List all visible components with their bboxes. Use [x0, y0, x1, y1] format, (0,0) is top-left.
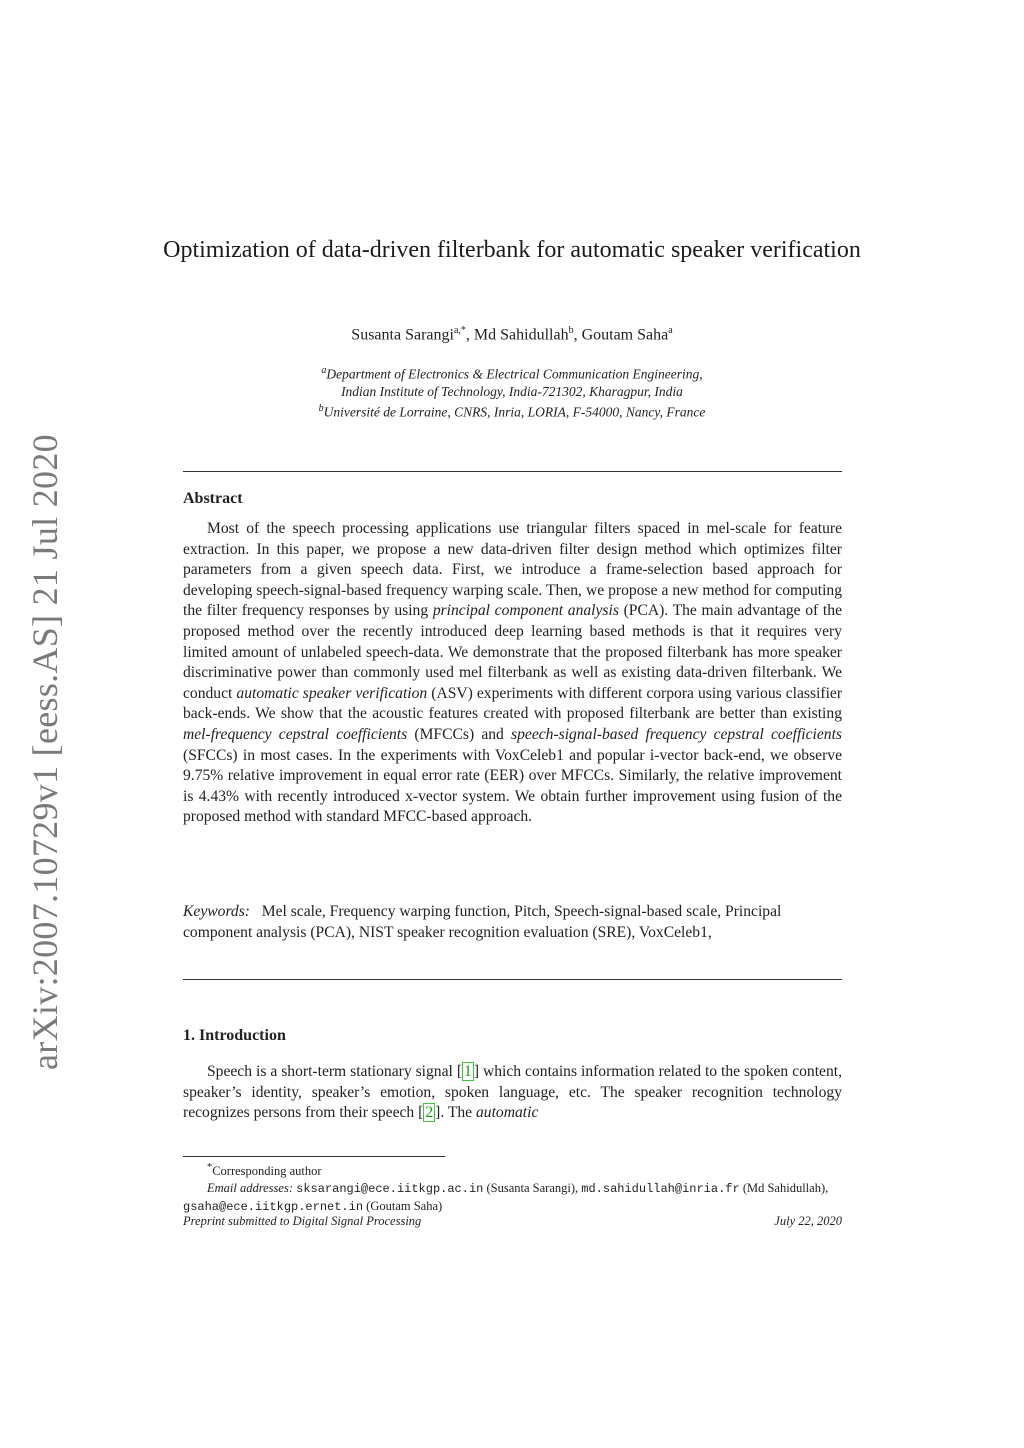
abstract-text: (MFCCs) and [407, 725, 512, 743]
abstract-term: speech-signal-based frequency cepstral coefficients [511, 725, 842, 743]
intro-text: Speech is a short-term stationary signal [207, 1063, 457, 1080]
keywords-text: Mel scale, Frequency warping function, Pitch, Speech-signal-based scale, Principal component analysis (PCA), NIST speaker recognition evaluation (SRE), VoxCeleb1, [183, 903, 782, 941]
abstract-text: (ASV) experiments with different corpora using various classifier back-ends. We show that the acoustic features created with proposed filterbank are better than existing [183, 684, 843, 723]
footnote-text: (Md Sahidullah), [739, 1180, 829, 1195]
footnote-rule [183, 1156, 445, 1157]
email-address[interactable]: md.sahidullah@inria.fr [581, 1181, 740, 1196]
abstract-bottom-rule [183, 979, 842, 980]
author-name: Goutam Saha [581, 326, 669, 344]
footnote [183, 1160, 842, 1216]
footnote-text: (Susanta Sarangi), [483, 1180, 582, 1195]
citation-link[interactable]: 1 [464, 1063, 472, 1080]
paper-title: Optimization of data-driven filterbank for automatic speaker verification [163, 237, 861, 263]
preprint-date: July 22, 2020 [774, 1214, 842, 1228]
author-name: Susanta Sarangi [351, 326, 454, 344]
section-heading: 1. Introduction [183, 1027, 286, 1044]
footnote-text: (Goutam Saha) [363, 1198, 443, 1213]
affiliations [150, 362, 874, 420]
email-label: Email addresses: [207, 1180, 293, 1195]
footnote-text: Corresponding author [212, 1164, 322, 1179]
footnote-mark: * [207, 1162, 213, 1173]
abstract-heading: Abstract [183, 490, 243, 507]
abstract-top-rule [183, 471, 842, 472]
abstract-term: mel-frequency cepstral coefficients [183, 725, 408, 743]
author-mark: a [668, 325, 673, 336]
abstract-text: (PCA). The main advantage of the proposed method over the recently introduced deep learning based methods is that it requires very limited amount of unlabeled speech-data. We demonstrate that the proposed filterbank has more speaker discriminative power than commonly used mel filterbank as well as existing data-driven filterbank. We conduct [183, 602, 842, 702]
abstract-text: Most of the speech processing applications use triangular filters spaced in mel-scale for feature extraction. In this paper, we propose a new data-driven filter design method which optimizes filter parameters from a given speech data. First, we introduce a frame-selection based approach for developing speech-signal-based frequency warping scale. Then, we propose a new method for computing the filter frequency responses by using [183, 520, 842, 620]
intro-text: which contains information related to the spoken content, speaker’s identity, speaker’s emotion, spoken language, etc. The speaker recognition technology recognizes persons from their speech [183, 1063, 842, 1122]
keywords [183, 902, 842, 943]
abstract-term: automatic speaker verification [236, 684, 428, 702]
affiliation-line: Université de Lorraine, CNRS, Inria, LORIA, F-54000, Nancy, France [323, 404, 706, 419]
author-name: Md Sahidullah [473, 326, 569, 344]
affiliation-mark: a [321, 365, 327, 376]
affiliation-mark: b [318, 402, 324, 414]
intro-term: automatic [476, 1104, 539, 1122]
affiliation-line: Department of Electronics & Electrical Communication Engineering, [326, 366, 703, 382]
arxiv-stamp: arXiv:2007.10729v1 [eess.AS] 21 Jul 2020 [25, 434, 65, 1070]
author-mark: a,* [453, 325, 466, 336]
affiliation-line: Indian Institute of Technology, India-721302, Kharagpur, India [341, 383, 683, 399]
author-list: Susanta Sarangi$^{a,*}$, Md Sahidullah$^b$, Goutam Saha$^a$ [351, 325, 673, 344]
email-address[interactable]: sksarangi@ece.iitkgp.ac.in [296, 1181, 484, 1196]
email-address[interactable]: gsaha@ece.iitkgp.ernet.in [183, 1199, 364, 1214]
abstract-text: (SFCCs) in most cases. In the experiments with VoxCeleb1 and popular i-vector back-end, we observe 9.75% relative improvement in equal error rate (EER) over MFCCs. Similarly, the relative improvement is 4.43% with recently introduced x-vector system. We obtain further improvement using fusion of the proposed method with standard MFCC-based approach. [183, 746, 842, 826]
abstract-term: principal component analysis [432, 602, 619, 620]
intro-text: . The [440, 1104, 476, 1122]
keywords-label: Keywords: [183, 903, 250, 920]
intro-paragraph: Speech is a short-term stationary signal [ 1 ] which contains information related to the spoken content, speaker’s identity, speaker’s emotion, spoken language, etc. The speaker recognition technology recognizes persons from their speech [ 2 ]. The automatic [183, 1063, 842, 1122]
author-mark: b [568, 325, 574, 336]
abstract-body [183, 519, 842, 828]
citation-link[interactable]: 2 [425, 1104, 434, 1122]
preprint-note: Preprint submitted to Digital Signal Processing [183, 1214, 422, 1228]
